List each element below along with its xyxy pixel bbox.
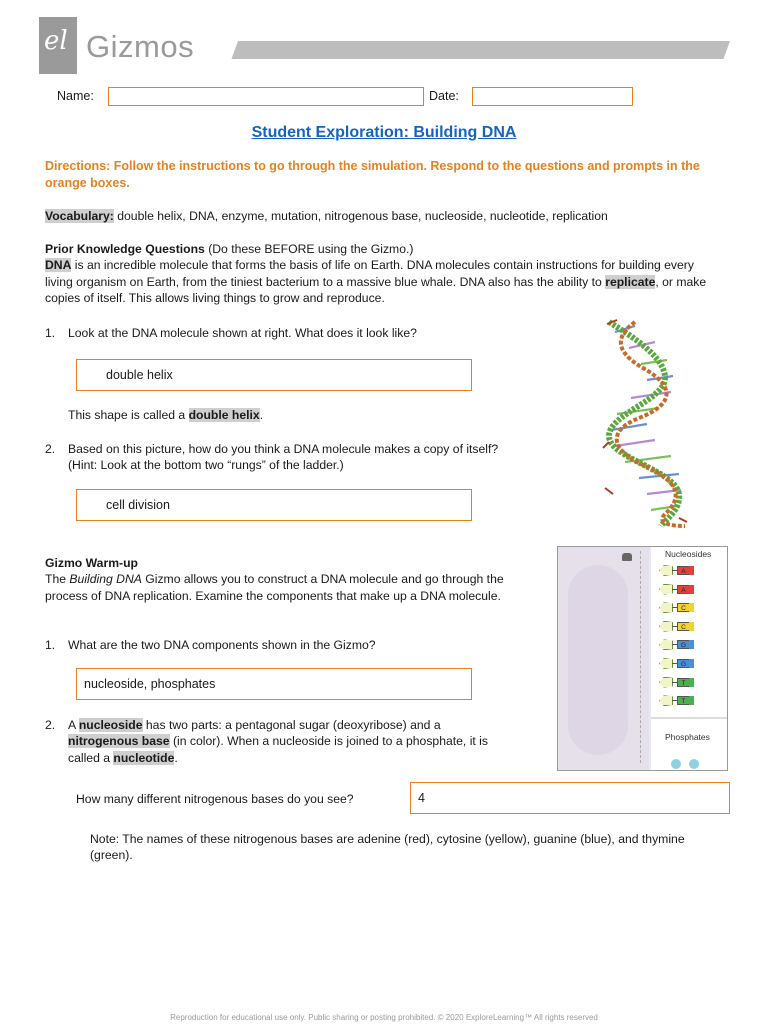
shape-suffix: . [259,408,264,422]
name-label: Name: [57,89,94,103]
prior-knowledge-paragraph [45,257,725,306]
warmup-section [45,555,545,604]
dna-double-helix-image [595,318,697,528]
q2-question: Based on this picture, how do you think a DNA molecule makes a copy of itself? [68,442,499,456]
prior-knowledge-note: (Do these BEFORE using the Gizmo.) [204,242,414,256]
vocabulary-line [45,208,735,224]
term-nucleotide: nucleotide [113,750,175,765]
sugar-pentagon [659,658,673,669]
warmup-q2-text [68,717,508,766]
directions-text: Directions: Follow the instructions to go through the simulation. Respond to the questions and prompts in the orange boxes. [45,159,700,190]
bases-answer: 4 [418,790,425,805]
q1-text: Look at the DNA molecule shown at right. What does it look like? [68,326,417,340]
vocabulary-terms: double helix, DNA, enzyme, mutation, nitrogenous base, nucleoside, nucleotide, replication [113,209,608,223]
prior-knowledge-section [45,241,725,306]
base-tip [689,622,694,631]
warmup-heading: Gizmo Warm-up [45,556,138,570]
bases-note: Note: The names of these nitrogenous bases are adenine (red), cytosine (yellow), guanine (blue), and thymine (green). [90,832,685,863]
prior-knowledge-heading: Prior Knowledge Questions [45,242,205,256]
warmup-q1-answer: nucleoside, phosphates [84,676,216,691]
name-field[interactable] [108,87,424,106]
lock-icon [622,553,632,561]
nucleosides-title: Nucleosides [665,549,712,559]
nucleoside-item[interactable] [659,602,699,613]
paragraph-text: is an incredible molecule that forms the basis of life on Earth. DNA molecules contain instructions for building every living organism on Earth, from the tiniest bacterium to a massive blue whale. DNA also has the ability to [45,258,694,289]
sugar-pentagon [659,695,673,706]
sugar-pentagon [659,677,673,688]
page-title: Student Exploration: Building DNA [251,124,517,141]
nitrogenous-base: G [677,659,690,668]
base-tip [689,585,694,594]
nucleoside-item[interactable] [659,695,699,706]
base-tip [689,659,694,668]
nitrogenous-base: T [677,696,690,705]
warmup-q1-number: 1. [45,638,56,652]
nucleoside-list [651,565,728,715]
paragraph-text: , or make copies of itself. This allows living things to grow and reproduce. [45,274,707,306]
phosphate-item[interactable] [689,759,699,769]
q2-answer-box[interactable] [76,489,472,521]
q2-text [68,441,568,474]
palette-divider [651,717,728,719]
term-double-helix: double helix [188,408,260,422]
gizmo-screenshot [557,546,728,771]
nucleoside-item[interactable] [659,565,699,576]
base-tip [689,678,694,687]
sugar-pentagon [659,621,673,632]
q2-text-part: . [174,750,178,765]
warmup-q1-text: What are the two DNA components shown in the Gizmo? [68,638,376,652]
warmup-q1-answer-box[interactable] [76,668,472,700]
q1-answer-box[interactable] [76,359,472,391]
base-tip [689,566,694,575]
nitrogenous-base: C [677,622,690,631]
phosphates-title: Phosphates [665,732,710,742]
nitrogenous-base: T [677,678,690,687]
nucleoside-item[interactable] [659,639,699,650]
q2-number: 2. [45,442,56,456]
vocabulary-label: Vocabulary: [45,209,114,223]
date-label: Date: [429,89,459,103]
term-replicate: replicate [605,274,656,289]
q1-number: 1. [45,326,56,340]
nucleoside-item[interactable] [659,621,699,632]
nitrogenous-base: A [677,566,690,575]
q2-text-part: A [68,718,79,732]
gizmo-name: Building DNA [69,572,142,587]
q2-text-part: (in color). When a nucleoside is joined to a phosphate, it is called a [68,734,488,765]
q2-hint: (Hint: Look at the bottom two “rungs” of the ladder.) [68,458,344,473]
sugar-pentagon [659,584,673,595]
q1-answer: double helix [106,367,173,382]
bases-question: How many different nitrogenous bases do you see? [76,792,354,806]
base-tip [689,603,694,612]
brand-name: Gizmos [86,29,195,64]
sugar-pentagon [659,565,673,576]
warmup-paragraph [45,571,545,604]
term-nucleoside: nucleoside [78,718,143,732]
prior-knowledge-heading-line [45,241,725,257]
logo-mark: el [44,26,68,56]
sugar-pentagon [659,639,673,650]
warmup-q2-number: 2. [45,718,56,732]
q2-answer: cell division [106,497,170,512]
sugar-pentagon [659,602,673,613]
header-decoration-bar [231,41,730,59]
nitrogenous-base: A [677,585,690,594]
date-field[interactable] [472,87,633,106]
gizmo-cell-shape [568,565,628,755]
gizmo-workspace [558,547,649,770]
nitrogenous-base: G [677,640,690,649]
nucleoside-item[interactable] [659,658,699,669]
base-tip [689,696,694,705]
shape-prefix: This shape is called a [68,408,189,422]
term-nitrogenous-base: nitrogenous base [68,734,170,749]
bases-answer-box[interactable] [410,782,730,814]
nucleoside-item[interactable] [659,584,699,595]
warmup-text: The [45,572,70,587]
q2-text-part: has two parts: a pentagonal sugar (deoxyribose) and a [142,718,441,732]
term-dna: DNA [45,258,72,273]
nucleoside-item[interactable] [659,677,699,688]
divider-line [640,551,642,763]
gizmo-palette [651,547,728,770]
footer-copyright: Reproduction for educational use only. Public sharing or posting prohibited. © 2020 ExploreLearning™ All rights reserved [170,1013,598,1022]
warmup-text: Gizmo allows you to construct a DNA molecule and go through the process of DNA replication. Examine the components that make up a DNA molecule. [45,572,504,603]
shape-sentence [68,407,263,423]
nitrogenous-base: C [677,603,690,612]
phosphate-item[interactable] [671,759,681,769]
base-tip [689,640,694,649]
